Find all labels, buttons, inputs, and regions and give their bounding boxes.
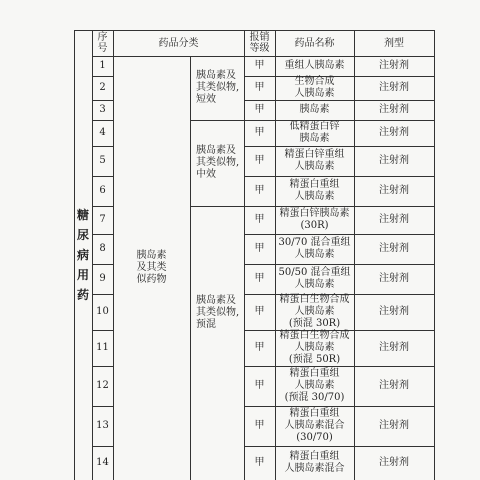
row-seq: 2 [99,82,106,93]
row-seq: 3 [99,104,106,115]
row-drug-name: 胰岛素 [299,104,330,115]
header-dosage-form: 剂型 [384,37,404,49]
row-seq: 7 [99,214,106,225]
row-reimb-level: 甲 [254,306,265,317]
table-border-right [434,30,435,480]
row-dosage-form: 注射剂 [379,306,409,317]
row-seq: 11 [96,342,109,353]
row-seq: 1 [99,60,106,71]
row-drug-name: 30/70 混合重组 人胰岛素 [278,237,351,260]
row-seq: 5 [99,155,106,166]
row-dosage-form: 注射剂 [379,82,409,93]
row-drug-name: 精蛋白锌胰岛素 (30R) [279,208,350,231]
row-dosage-form: 注射剂 [379,380,409,391]
row-dosage-form: 注射剂 [379,185,409,196]
row-drug-name: 精蛋白重组 人胰岛素 (预混 30/70) [284,368,345,403]
row-reimb-level: 甲 [254,60,265,71]
row-drug-name: 生物合成 人胰岛素 [294,76,335,99]
header-seq: 序 号 [97,32,108,54]
row-dosage-form: 注射剂 [379,104,409,115]
row-reimb-level: 甲 [254,214,265,225]
header-reimb-level: 报销 等级 [249,32,270,54]
row-dosage-form: 注射剂 [379,60,409,71]
row-reimb-level: 甲 [254,420,265,431]
row-reimb-level: 甲 [254,155,265,166]
row-drug-name: 50/50 混合重组 人胰岛素 [278,267,351,290]
row-seq: 9 [99,273,106,284]
row-reimb-level: 甲 [254,104,265,115]
subgroup-label: 胰岛素及 其类似物, 中效 [196,145,240,180]
subgroup-label: 胰岛素及 其类似物, 短效 [196,70,240,105]
header-drug-name: 药品名称 [294,37,335,49]
row-drug-name: 精蛋白生物合成 人胰岛素 (预混 50R) [279,330,350,365]
row-seq: 12 [96,380,109,391]
row-reimb-level: 甲 [254,273,265,284]
row-drug-name: 精蛋白锌重组 人胰岛素 [284,149,345,172]
row-reimb-level: 甲 [254,380,265,391]
row-seq: 6 [99,185,106,196]
row-dosage-form: 注射剂 [379,342,409,353]
row-dosage-form: 注射剂 [379,155,409,166]
group-label: 胰岛素 及其类 似药物 [136,250,167,285]
row-drug-name: 精蛋白重组 人胰岛素混合 (30/70) [284,408,345,443]
row-drug-name: 重组人胰岛素 [284,60,345,71]
row-seq: 8 [99,243,106,254]
row-dosage-form: 注射剂 [379,457,409,468]
row-seq: 10 [96,306,109,317]
row-dosage-form: 注射剂 [379,273,409,284]
row-seq: 14 [96,457,109,468]
row-dosage-form: 注射剂 [379,243,409,254]
row-dosage-form: 注射剂 [379,214,409,225]
row-reimb-level: 甲 [254,243,265,254]
row-dosage-form: 注射剂 [379,420,409,431]
row-reimb-level: 甲 [254,127,265,138]
subgroup-label: 胰岛素及 其类似物, 预混 [196,295,240,330]
main-category-label: 糖 尿 病 用 药 [76,208,89,302]
row-dosage-form: 注射剂 [379,127,409,138]
row-drug-name: 低精蛋白锌 胰岛素 [289,121,340,144]
row-seq: 4 [99,127,106,138]
header-category: 药品分类 [158,37,199,49]
row-reimb-level: 甲 [254,342,265,353]
row-drug-name: 精蛋白重组 人胰岛素 [289,179,340,202]
row-seq: 13 [96,420,109,431]
row-reimb-level: 甲 [254,457,265,468]
row-drug-name: 精蛋白生物合成 人胰岛素 (预混 30R) [279,294,350,329]
row-reimb-level: 甲 [254,82,265,93]
row-reimb-level: 甲 [254,185,265,196]
row-drug-name: 精蛋白重组 人胰岛素混合 [284,451,345,474]
